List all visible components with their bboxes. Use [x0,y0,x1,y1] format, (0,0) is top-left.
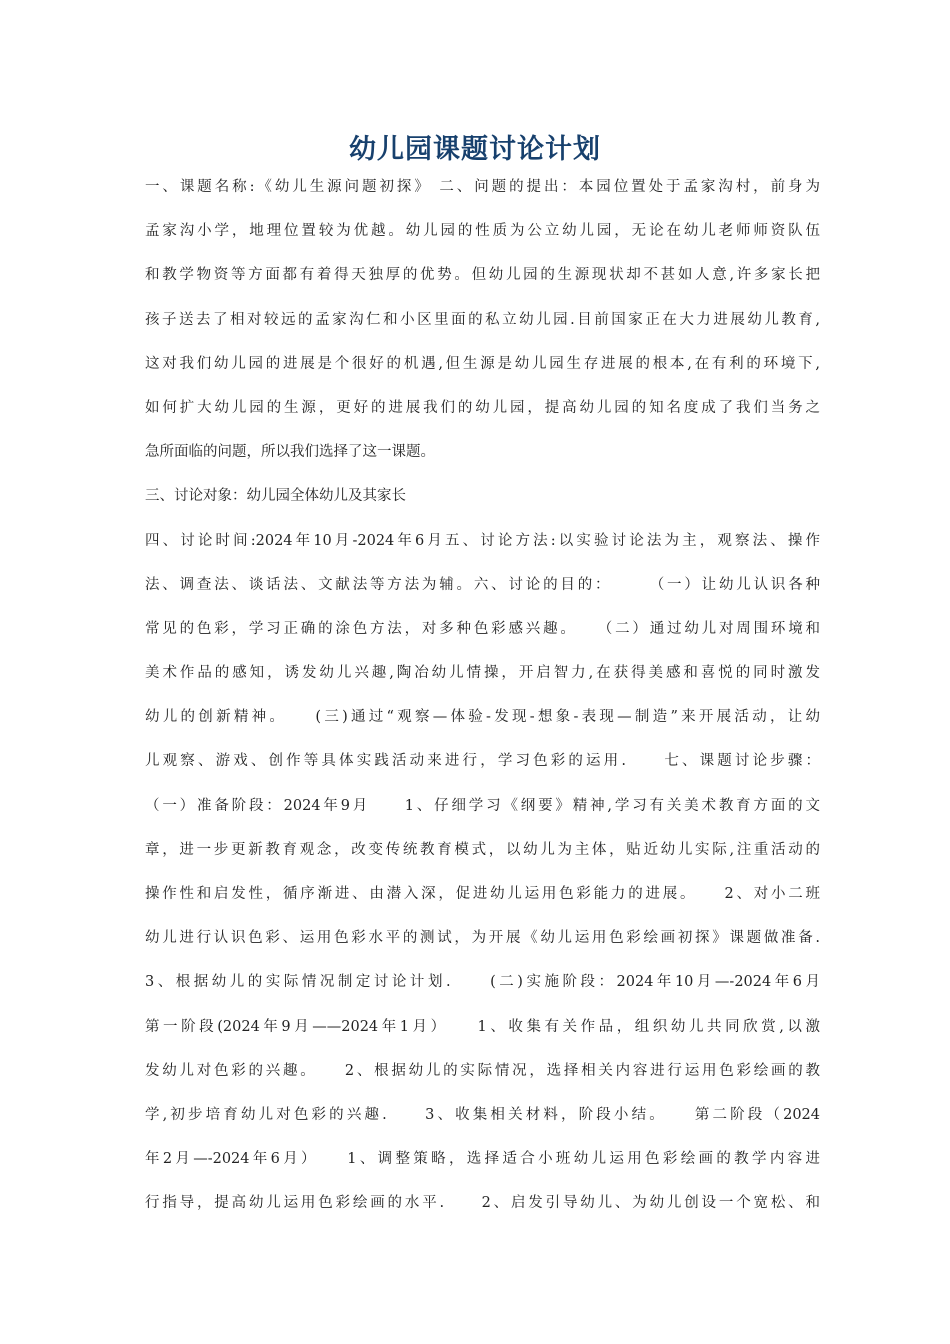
body-line: （一）准备阶段：2024年9月 1、仔细学习《纲要》精神,学习有关美术教育方面的文 [145,797,820,814]
body-line: 孟家沟小学，地理位置较为优越。幼儿园的性质为公立幼儿园，无论在幼儿老师师资队伍 [145,223,820,240]
body-line: 法、调查法、谈话法、文献法等方法为辅。六、讨论的目的： （一）让幼儿认识各种 [145,576,820,593]
body-line: 和教学物资等方面都有着得天独厚的优势。但幼儿园的生源现状却不甚如人意,许多家长把 [145,267,820,284]
body-line: 学,初步培育幼儿对色彩的兴趣. 3、收集相关材料，阶段小结。 第二阶段（2024 [145,1106,820,1123]
body-line: 3、根据幼儿的实际情况制定讨论计划. (二)实施阶段：2024年10月—-2024年6月 [145,974,820,991]
document-body [145,165,820,1226]
document-title: 幼儿园课题讨论计划 [349,134,601,165]
body-line: 章，进一步更新教育观念，改变传统教育模式，以幼儿为主体，贴近幼儿实际,注重活动的 [145,841,820,858]
body-line: 幼儿进行认识色彩、运用色彩水平的测试，为开展《幼儿运用色彩绘画初探》课题做准备. [145,930,820,947]
body-line: 第一阶段(2024年9月——2024年1月） 1、收集有关作品，组织幼儿共同欣赏,以激 [145,1018,820,1035]
body-line: 这对我们幼儿园的进展是个很好的机遇,但生源是幼儿园生存进展的根本,在有利的环境下, [145,355,820,372]
body-line: 操作性和启发性，循序渐进、由潜入深，促进幼儿运用色彩能力的进展。 2、对小二班 [145,886,820,902]
body-line: 美术作品的感知，诱发幼儿兴趣,陶冶幼儿情操，开启智力,在获得美感和喜悦的同时激发 [145,665,820,682]
body-line: 年2月—-2024年6月） 1、调整策略，选择适合小班幼儿运用色彩绘画的教学内容进 [145,1151,820,1168]
body-line: 幼儿的创新精神。 (三)通过“观察—体验-发现-想象-表现—制造”来开展活动，让幼 [145,709,820,726]
body-line: 行指导，提高幼儿运用色彩绘画的水平. 2、启发引导幼儿、为幼儿创设一个宽松、和 [145,1195,820,1212]
body-line: 常见的色彩，学习正确的涂色方法，对多种色彩感兴趣。 （二）通过幼儿对周围环境和 [145,620,820,637]
body-line: 急所面临的问题，所以我们选择了这一课题。 [145,444,435,461]
body-line: 三、讨论对象：幼儿园全体幼儿及其家长 [145,488,406,505]
body-line: 一、课题名称:《幼儿生源问题初探》 二、问题的提出：本园位置处于孟家沟村，前身为 [145,179,820,195]
body-line: 发幼儿对色彩的兴趣。 2、根据幼儿的实际情况，选择相关内容进行运用色彩绘画的教 [145,1062,820,1079]
body-line: 儿观察、游戏、创作等具体实践活动来进行，学习色彩的运用. 七、课题讨论步骤： [145,753,820,770]
body-line: 孩子送去了相对较远的孟家沟仁和小区里面的私立幼儿园.目前国家正在大力进展幼儿教育, [145,311,820,328]
body-line: 四、讨论时间:2024年10月-2024年6月五、讨论方法:以实验讨论法为主，观察法、操作 [145,532,820,549]
body-line: 如何扩大幼儿园的生源，更好的进展我们的幼儿园，提高幼儿园的知名度成了我们当务之 [145,399,820,416]
